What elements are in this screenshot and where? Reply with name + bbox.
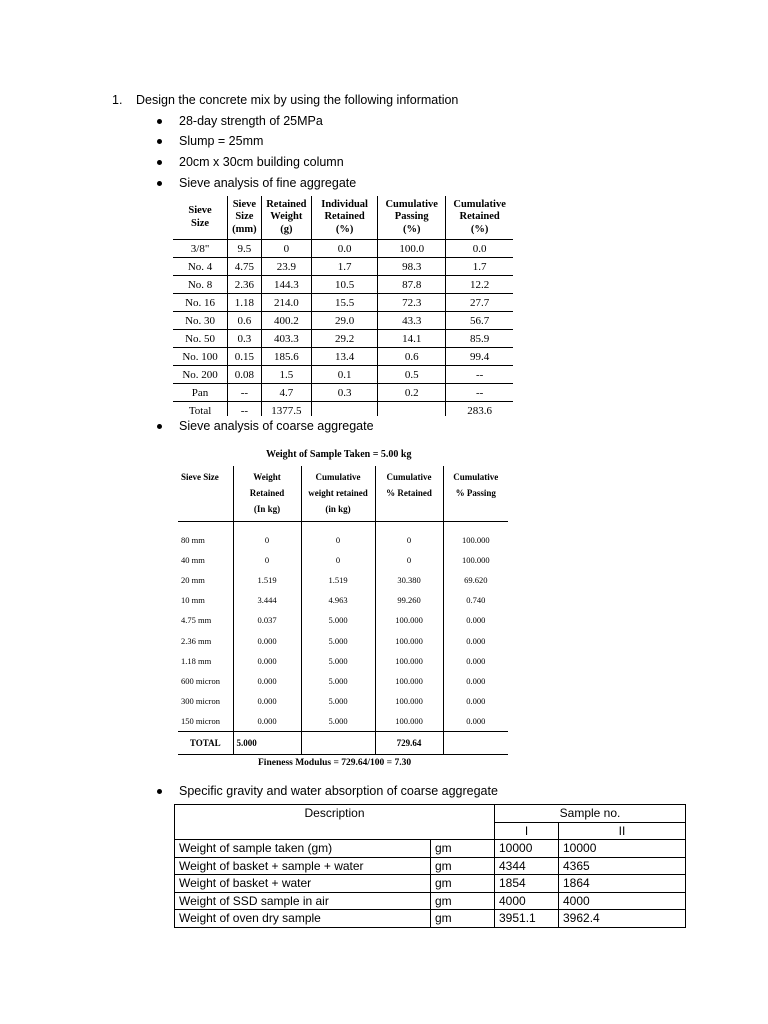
coarse-aggregate-table [178,466,508,755]
question-number: 1. [112,93,123,107]
bullet-dot [157,789,162,794]
bullet-dot [157,139,162,144]
bullet-column: 20cm x 30cm building column [157,155,344,169]
table-row: 150 micron 0.000 5.000 100.000 0.000 [178,711,508,732]
table-row: No. 100 0.15 185.6 13.4 0.6 99.4 [173,348,513,366]
table-row: Weight of sample taken (gm) gm 10000 10000 [175,840,686,858]
bullet-dot [157,181,162,186]
table-row: Weight of basket + water gm 1854 1864 [175,875,686,893]
fineness-modulus: Fineness Modulus = 729.64/100 = 7.30 [258,758,412,768]
header-cumulative-pct-retained: Cumulative % Retained [375,466,443,522]
bullet-coarse-aggregate: Sieve analysis of coarse aggregate [157,419,374,433]
bullet-dot [157,424,162,429]
header-weight-retained: Weight Retained (In kg) [233,466,301,522]
header-individual-retained: Individual Retained (%) [312,196,378,240]
header-cumulative-passing: Cumulative Passing (%) [378,196,446,240]
coarse-aggregate-table-wrap [178,466,508,754]
table-row: No. 4 4.75 23.9 1.7 98.3 1.7 [173,258,513,276]
header-cumulative-weight: Cumulative weight retained (in kg) [301,466,375,522]
header-sample-no: Sample no. [495,805,686,823]
header-sieve-mm: Sieve Size (mm) [228,196,262,240]
header-cumulative-pct-passing: Cumulative % Passing [443,466,508,522]
table-row-total: TOTAL 5.000 729.64 [178,731,508,754]
fine-aggregate-table-wrap [173,196,513,416]
table-row: No. 200 0.08 1.5 0.1 0.5 -- [173,366,513,384]
bullet-strength: 28-day strength of 25MPa [157,114,323,128]
table-row: 600 micron 0.000 5.000 100.000 0.000 [178,671,508,691]
header-description: Description [175,805,495,840]
header-cumulative-retained: Cumulative Retained (%) [446,196,513,240]
specific-gravity-table [174,804,686,928]
header-sieve-size: Sieve Size [178,466,233,522]
header-sample-i: I [495,822,559,840]
table-row: 2.36 mm 0.000 5.000 100.000 0.000 [178,630,508,650]
header-retained-weight: Retained Weight (g) [261,196,311,240]
table-row: 40 mm 0 0 0 100.000 [178,550,508,570]
table-row: 80 mm 0 0 0 100.000 [178,530,508,550]
coarse-sample-weight-title: Weight of Sample Taken = 5.00 kg [266,449,412,460]
question-text: Design the concrete mix by using the following information [136,93,459,107]
header-sample-ii: II [559,822,686,840]
header-sieve-size: Sieve Size [173,196,228,240]
table-row: No. 30 0.6 400.2 29.0 43.3 56.7 [173,312,513,330]
bullet-slump: Slump = 25mm [157,134,263,148]
table-row: Weight of SSD sample in air gm 4000 4000 [175,892,686,910]
table-row: 4.75 mm 0.037 5.000 100.000 0.000 [178,610,508,630]
table-row: No. 50 0.3 403.3 29.2 14.1 85.9 [173,330,513,348]
table-row: No. 16 1.18 214.0 15.5 72.3 27.7 [173,294,513,312]
bullet-specific-gravity: Specific gravity and water absorption of coarse aggregate [157,784,498,798]
table-row: Weight of oven dry sample gm 3951.1 3962.4 [175,910,686,928]
table-row: Pan -- 4.7 0.3 0.2 -- [173,384,513,402]
table-row: Weight of basket + sample + water gm 4344 4365 [175,857,686,875]
specific-gravity-table-wrap [174,804,686,928]
bullet-dot [157,119,162,124]
table-row: No. 8 2.36 144.3 10.5 87.8 12.2 [173,276,513,294]
table-row: 3/8" 9.5 0 0.0 100.0 0.0 [173,240,513,258]
table-row: 10 mm 3.444 4.963 99.260 0.740 [178,590,508,610]
bullet-fine-aggregate: Sieve analysis of fine aggregate [157,176,356,190]
fine-aggregate-table [173,196,513,416]
table-row: 20 mm 1.519 1.519 30.380 69.620 [178,570,508,590]
table-row-total: Total -- 1377.5 283.6 [173,402,513,417]
bullet-dot [157,160,162,165]
table-row: 1.18 mm 0.000 5.000 100.000 0.000 [178,651,508,671]
table-row: 300 micron 0.000 5.000 100.000 0.000 [178,691,508,711]
